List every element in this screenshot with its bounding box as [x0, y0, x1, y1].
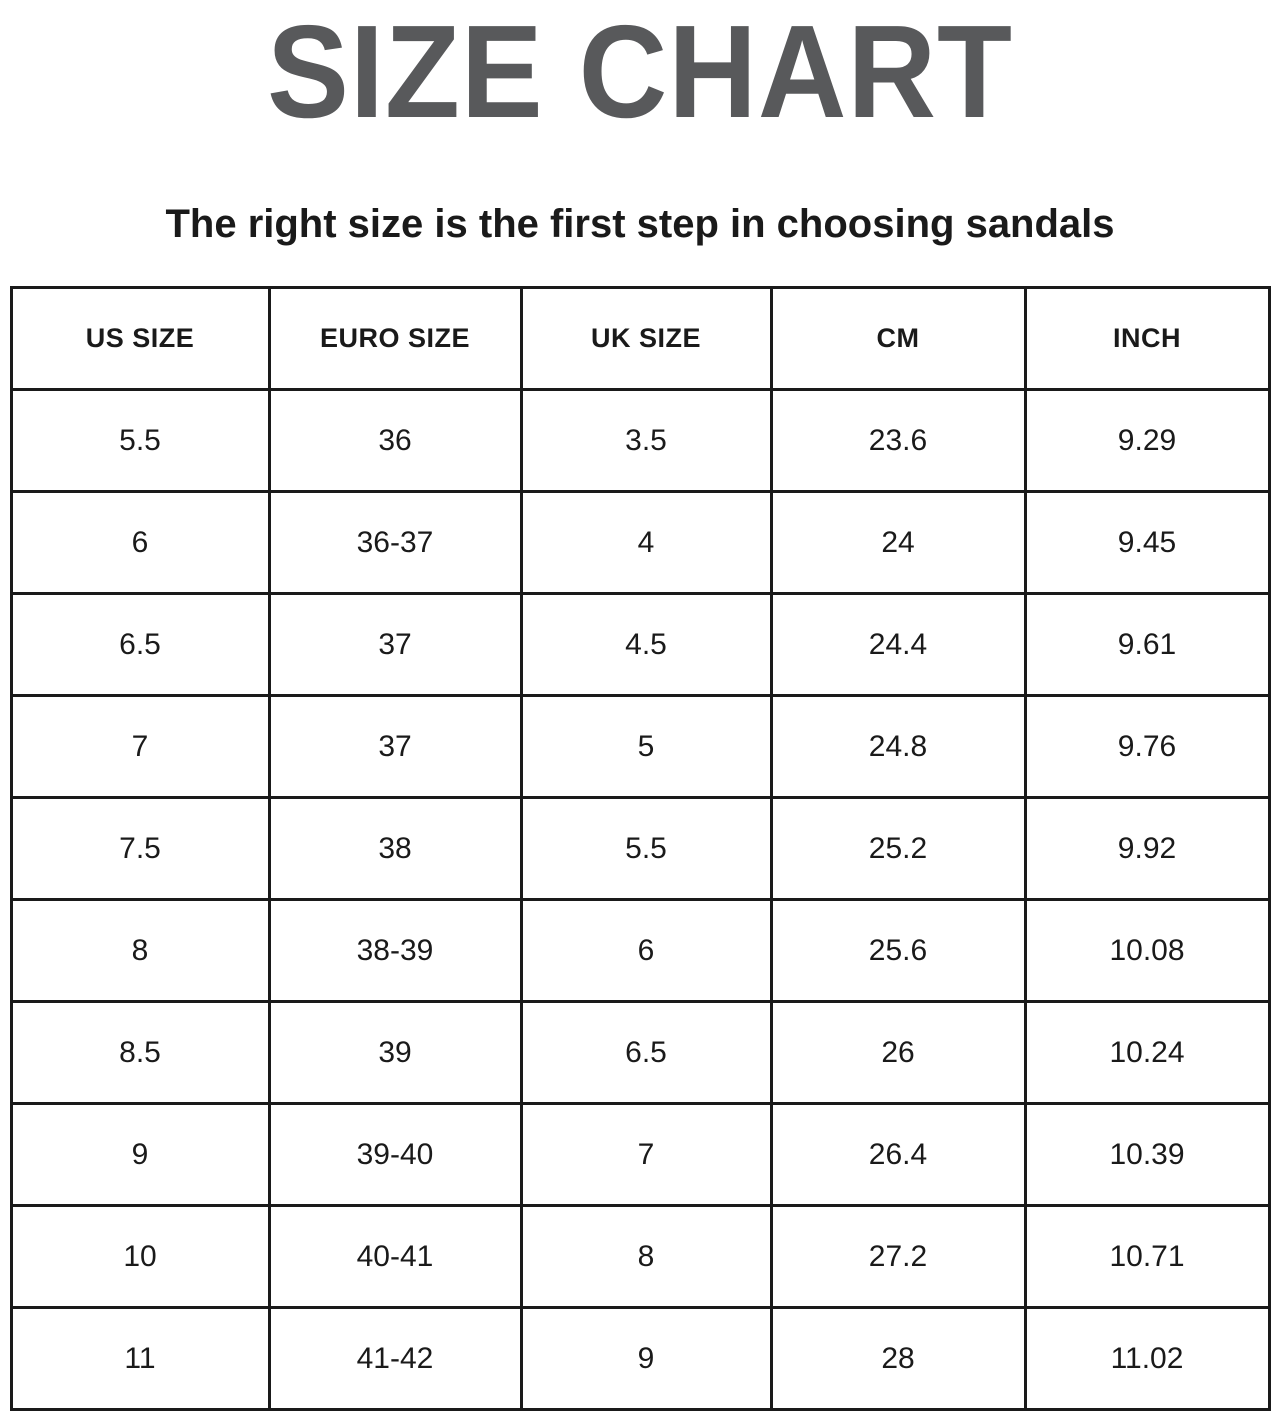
- table-row: [11, 390, 1269, 492]
- cell-uk-size: 3.5: [521, 390, 771, 492]
- table-row: [11, 594, 1269, 696]
- cell-euro-size: 38: [269, 798, 521, 900]
- cell-inch: 10.24: [1025, 1002, 1269, 1104]
- table-row: [11, 1002, 1269, 1104]
- size-chart-table: [10, 286, 1271, 1411]
- cell-uk-size: 6.5: [521, 1002, 771, 1104]
- table-row: [11, 900, 1269, 1002]
- cell-us-size: 7: [11, 696, 269, 798]
- cell-cm: 26: [771, 1002, 1025, 1104]
- page-title: SIZE CHART: [267, 0, 1013, 145]
- cell-euro-size: 37: [269, 696, 521, 798]
- table-row: [11, 1104, 1269, 1206]
- column-header-cm: CM: [771, 288, 1025, 390]
- cell-cm: 23.6: [771, 390, 1025, 492]
- cell-inch: 9.92: [1025, 798, 1269, 900]
- cell-cm: 24.4: [771, 594, 1025, 696]
- cell-euro-size: 39-40: [269, 1104, 521, 1206]
- cell-euro-size: 39: [269, 1002, 521, 1104]
- cell-cm: 26.4: [771, 1104, 1025, 1206]
- cell-inch: 9.45: [1025, 492, 1269, 594]
- cell-cm: 24.8: [771, 696, 1025, 798]
- cell-cm: 27.2: [771, 1206, 1025, 1308]
- table-row: [11, 1308, 1269, 1410]
- cell-us-size: 9: [11, 1104, 269, 1206]
- page-subtitle: The right size is the first step in choosing sandals: [165, 202, 1115, 246]
- table-row: [11, 1206, 1269, 1308]
- cell-inch: 11.02: [1025, 1308, 1269, 1410]
- cell-inch: 9.61: [1025, 594, 1269, 696]
- cell-euro-size: 36: [269, 390, 521, 492]
- table-header-row: [11, 288, 1269, 390]
- cell-euro-size: 40-41: [269, 1206, 521, 1308]
- table-row: [11, 696, 1269, 798]
- column-header-us-size: US SIZE: [11, 288, 269, 390]
- cell-cm: 25.6: [771, 900, 1025, 1002]
- table-body: [11, 390, 1269, 1410]
- cell-uk-size: 4: [521, 492, 771, 594]
- cell-uk-size: 5: [521, 696, 771, 798]
- table-row: [11, 798, 1269, 900]
- cell-inch: 9.76: [1025, 696, 1269, 798]
- cell-inch: 9.29: [1025, 390, 1269, 492]
- cell-uk-size: 7: [521, 1104, 771, 1206]
- table-header: [11, 288, 1269, 390]
- cell-euro-size: 41-42: [269, 1308, 521, 1410]
- cell-us-size: 6.5: [11, 594, 269, 696]
- cell-us-size: 6: [11, 492, 269, 594]
- cell-euro-size: 38-39: [269, 900, 521, 1002]
- cell-us-size: 8: [11, 900, 269, 1002]
- cell-us-size: 7.5: [11, 798, 269, 900]
- cell-cm: 28: [771, 1308, 1025, 1410]
- cell-us-size: 8.5: [11, 1002, 269, 1104]
- column-header-uk-size: UK SIZE: [521, 288, 771, 390]
- cell-uk-size: 6: [521, 900, 771, 1002]
- column-header-euro-size: EURO SIZE: [269, 288, 521, 390]
- table-row: [11, 492, 1269, 594]
- cell-cm: 24: [771, 492, 1025, 594]
- cell-us-size: 11: [11, 1308, 269, 1410]
- cell-uk-size: 9: [521, 1308, 771, 1410]
- cell-euro-size: 37: [269, 594, 521, 696]
- cell-euro-size: 36-37: [269, 492, 521, 594]
- cell-uk-size: 8: [521, 1206, 771, 1308]
- cell-us-size: 5.5: [11, 390, 269, 492]
- cell-cm: 25.2: [771, 798, 1025, 900]
- cell-inch: 10.08: [1025, 900, 1269, 1002]
- cell-us-size: 10: [11, 1206, 269, 1308]
- cell-inch: 10.71: [1025, 1206, 1269, 1308]
- column-header-inch: INCH: [1025, 288, 1269, 390]
- cell-uk-size: 4.5: [521, 594, 771, 696]
- cell-uk-size: 5.5: [521, 798, 771, 900]
- cell-inch: 10.39: [1025, 1104, 1269, 1206]
